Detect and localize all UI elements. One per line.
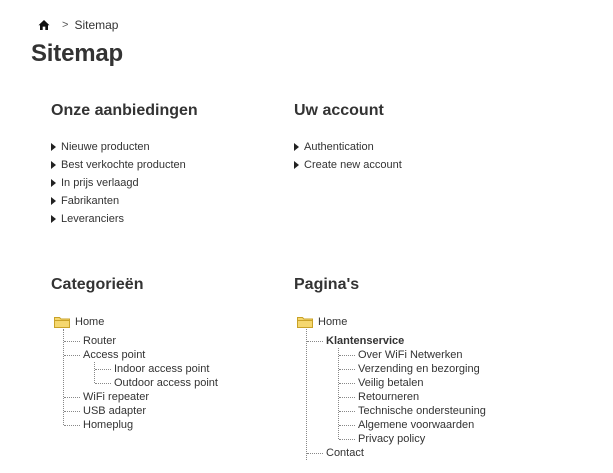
page-link-privacy-policy[interactable]: Privacy policy: [358, 433, 426, 445]
tree-connector: [306, 329, 307, 460]
category-homeplug[interactable]: Homeplug: [83, 419, 134, 431]
tree-connector: [339, 397, 355, 398]
tree-connector: [64, 355, 80, 356]
category-router[interactable]: Router: [83, 335, 117, 347]
page-link-veilig-betalen[interactable]: Veilig betalen: [358, 377, 424, 389]
tree-connector: [339, 383, 355, 384]
triangle-right-icon: [51, 179, 56, 187]
breadcrumb: [38, 17, 118, 33]
tree-connector: [339, 425, 355, 426]
tree-connector: [95, 369, 111, 370]
offers-link-manufacturers[interactable]: Fabrikanten: [51, 192, 186, 210]
triangle-right-icon: [51, 215, 56, 223]
tree-connector: [307, 453, 323, 454]
page-link-contact[interactable]: Contact: [326, 447, 364, 459]
tree-connector: [95, 383, 111, 384]
tree-connector: [64, 397, 80, 398]
tree-connector: [339, 439, 355, 440]
account-title: Uw account: [294, 102, 384, 119]
breadcrumb-current: Sitemap: [74, 18, 119, 32]
account-link-create-account[interactable]: Create new account: [294, 156, 402, 174]
offers-link-best-sellers[interactable]: Best verkochte producten: [51, 156, 186, 174]
categories-tree-home[interactable]: Home: [75, 316, 105, 328]
pages-group-klantenservice[interactable]: Klantenservice: [326, 335, 405, 347]
pages-title: Pagina's: [294, 276, 360, 293]
offers-link-price-drop[interactable]: In prijs verlaagd: [51, 174, 186, 192]
page-link-technische-ondersteuning[interactable]: Technische ondersteuning: [358, 405, 486, 417]
account-link-authentication[interactable]: Authentication: [294, 138, 402, 156]
triangle-right-icon: [51, 161, 56, 169]
tree-connector: [64, 425, 80, 426]
category-wifi-repeater[interactable]: WiFi repeater: [83, 391, 150, 403]
page-title: Sitemap: [31, 40, 123, 67]
breadcrumb-separator: >: [62, 19, 69, 31]
folder-icon: [297, 316, 313, 328]
category-indoor-access-point[interactable]: Indoor access point: [114, 363, 210, 375]
tree-connector: [339, 355, 355, 356]
page-link-algemene-voorwaarden[interactable]: Algemene voorwaarden: [358, 419, 475, 431]
page-link-verzending[interactable]: Verzending en bezorging: [358, 363, 480, 375]
tree-connector: [64, 411, 80, 412]
offers-title: Onze aanbiedingen: [51, 102, 198, 119]
home-icon[interactable]: [38, 19, 50, 31]
categories-title: Categorieën: [51, 276, 144, 293]
folder-icon: [54, 316, 70, 328]
account-list: [294, 138, 402, 174]
triangle-right-icon: [51, 197, 56, 205]
offers-link-suppliers[interactable]: Leveranciers: [51, 210, 186, 228]
tree-connector: [94, 362, 95, 383]
triangle-right-icon: [51, 143, 56, 151]
category-usb-adapter[interactable]: USB adapter: [83, 405, 146, 417]
tree-connector: [64, 341, 80, 342]
tree-connector: [307, 341, 323, 342]
tree-connector: [339, 369, 355, 370]
page-link-retourneren[interactable]: Retourneren: [358, 391, 420, 403]
pages-tree-home[interactable]: Home: [318, 316, 348, 328]
tree-connector: [339, 411, 355, 412]
offers-list: [51, 138, 186, 228]
triangle-right-icon: [294, 161, 299, 169]
category-access-point[interactable]: Access point: [83, 349, 146, 361]
category-outdoor-access-point[interactable]: Outdoor access point: [114, 377, 218, 389]
page-link-over-wifi[interactable]: Over WiFi Netwerken: [358, 349, 463, 361]
triangle-right-icon: [294, 143, 299, 151]
offers-link-new-products[interactable]: Nieuwe producten: [51, 138, 186, 156]
